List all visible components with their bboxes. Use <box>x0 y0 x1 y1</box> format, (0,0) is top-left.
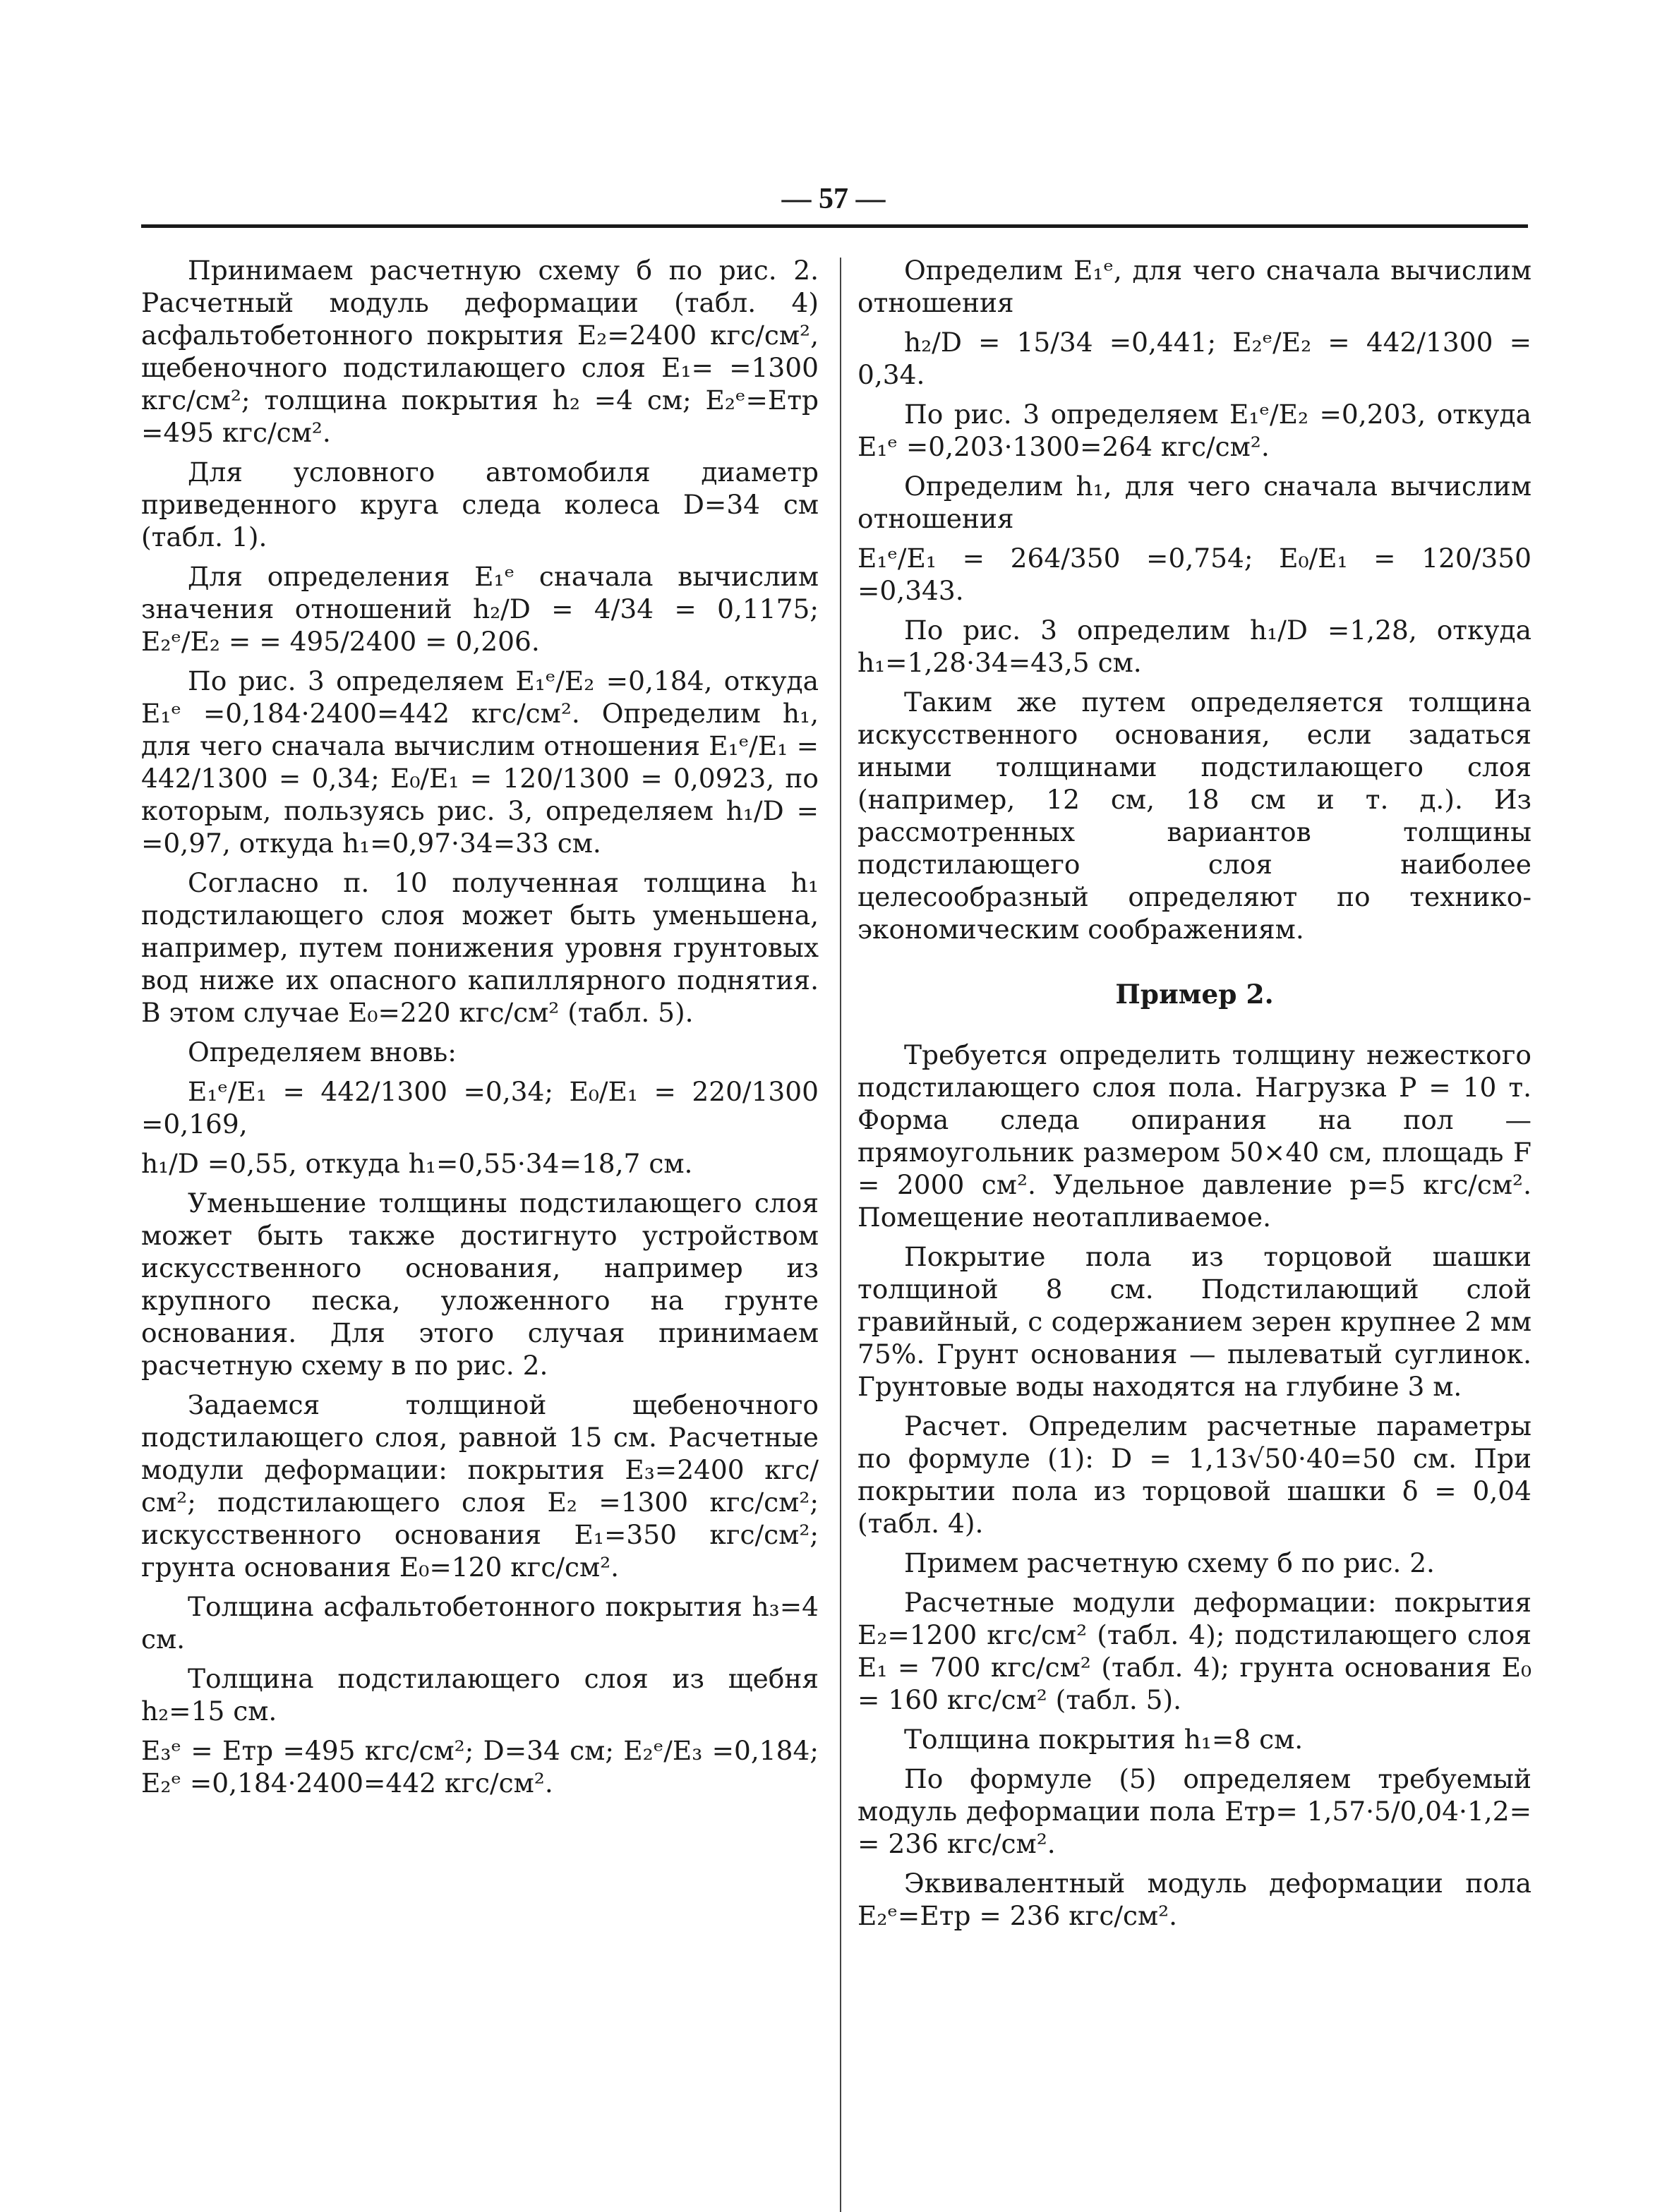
paragraph: Толщина подстилающего слоя из щебня h₂=15 см. <box>141 1663 819 1727</box>
paragraph: По формуле (5) определяем требуемый модуль деформации пола Eтр= 1,57·5/0,04·1,2= = 236 кгс/см². <box>857 1763 1531 1859</box>
paragraph: Расчет. Определим расчетные параметры по формуле (1): D = 1,13√50·40=50 см. При покрытии пола из торцовой шашки δ = 0,04 (табл. 4). <box>857 1410 1531 1539</box>
paragraph: Принимаем расчетную схему б по рис. 2. Расчетный модуль деформации (табл. 4) асфальтобетонного покрытия E₂=2400 кгс/см², щебеночного подстилающего слоя E₁= =1300 кгс/см²; толщина покрытия h₂ =4 см; E₂ᵉ=Eтр =495 кгс/см². <box>141 255 819 448</box>
right-column <box>857 254 1531 1939</box>
paragraph: Определяем вновь: <box>188 1037 457 1068</box>
paragraph: Для условного автомобиля диаметр приведенного круга следа колеса D=34 см (табл. 1). <box>141 457 819 552</box>
paragraph: Примем расчетную схему б по рис. 2. <box>904 1547 1435 1578</box>
paragraph: Требуется определить толщину нежесткого подстилающего слоя пола. Нагрузка P = 10 т. Форма следа опирания на пол — прямоугольник размером 50×40 см, площадь F = 2000 см². Удельное давление p=5 кгс/см². Помещение неотапливаемое. <box>857 1039 1531 1233</box>
equation: h₁/D =0,55, откуда h₁=0,55·34=18,7 см. <box>141 1148 693 1179</box>
paragraph: Для определения E₁ᵉ сначала вычислим значения отношений h₂/D = 4/34 = 0,1175; E₂ᵉ/E₂ = = 495/2400 = 0,206. <box>141 561 819 657</box>
paragraph: По рис. 3 определяем E₁ᵉ/E₂ =0,184, откуда E₁ᵉ =0,184·2400=442 кгс/см². Определим h₁, для чего сначала вычислим отношения E₁ᵉ/E₁ = 442/1300 = 0,34; E₀/E₁ = 120/1300 = 0,0923, по которым, пользуясь рис. 3, определяем h₁/D = =0,97, откуда h₁=0,97·34=33 см. <box>141 665 819 859</box>
paragraph: Определим E₁ᵉ, для чего сначала вычислим отношения <box>857 255 1531 318</box>
equation: E₁ᵉ/E₁ = 264/350 =0,754; E₀/E₁ = 120/350 =0,343. <box>857 543 1531 606</box>
left-column <box>141 254 819 1806</box>
equation: E₃ᵉ = Eтр =495 кгс/см²; D=34 см; E₂ᵉ/E₃ =0,184; E₂ᵉ =0,184·2400=442 кгс/см². <box>141 1735 819 1799</box>
header-rule <box>141 224 1528 228</box>
equation: E₁ᵉ/E₁ = 442/1300 =0,34; E₀/E₁ = 220/1300 =0,169, <box>141 1076 819 1140</box>
paragraph: Согласно п. 10 полученная толщина h₁ подстилающего слоя может быть уменьшена, например, путем понижения уровня грунтовых вод ниже их опасного капиллярного поднятия. В этом случае E₀=220 кгс/см² (табл. 5). <box>141 867 819 1028</box>
paragraph: По рис. 3 определяем E₁ᵉ/E₂ =0,203, откуда E₁ᵉ =0,203·1300=264 кгс/см². <box>857 399 1531 462</box>
section-heading: Пример 2. <box>1115 979 1274 1010</box>
paragraph: Определим h₁, для чего сначала вычислим отношения <box>857 471 1531 534</box>
paragraph: Уменьшение толщины подстилающего слоя может быть также достигнуто устройством искусственного основания, например из крупного песка, уложенного на грунте основания. Для этого случая принимаем расчетную схему в по рис. 2. <box>141 1187 819 1381</box>
column-divider <box>840 258 841 2212</box>
paragraph: Эквивалентный модуль деформации пола E₂ᵉ=Eтр = 236 кгс/см². <box>857 1868 1531 1931</box>
paragraph: Задаемся толщиной щебеночного подстилающего слоя, равной 15 см. Расчетные модули деформации: покрытия E₃=2400 кгс/см²; подстилающего слоя E₂ =1300 кгс/см²; искусственного основания E₁=350 кгс/см²; грунта основания E₀=120 кгс/см². <box>141 1389 819 1583</box>
paragraph: Расчетные модули деформации: покрытия E₂=1200 кгс/см² (табл. 4); подстилающего слоя E₁ = 700 кгс/см² (табл. 4); грунта основания E₀ = 160 кгс/см² (табл. 5). <box>857 1587 1531 1715</box>
paragraph: Толщина покрытия h₁=8 см. <box>904 1724 1304 1755</box>
equation: h₂/D = 15/34 =0,441; E₂ᵉ/E₂ = 442/1300 = 0,34. <box>857 327 1531 390</box>
page-number: — 57 — <box>781 183 886 215</box>
paragraph: По рис. 3 определим h₁/D =1,28, откуда h₁=1,28·34=43,5 см. <box>857 615 1531 678</box>
paragraph: Толщина асфальтобетонного покрытия h₃=4 см. <box>141 1591 819 1655</box>
paragraph: Покрытие пола из торцовой шашки толщиной 8 см. Подстилающий слой гравийный, с содержанием зерен крупнее 2 мм 75%. Грунт основания — пылеватый суглинок. Грунтовые воды находятся на глубине 3 м. <box>857 1241 1531 1402</box>
paragraph: Таким же путем определяется толщина искусственного основания, если задаться иными толщинами подстилающего слоя (например, 12 см, 18 см и т. д.). Из рассмотренных вариантов толщины подстилающего слоя наиболее целесообразный определяют по технико-экономическим соображениям. <box>857 687 1531 945</box>
